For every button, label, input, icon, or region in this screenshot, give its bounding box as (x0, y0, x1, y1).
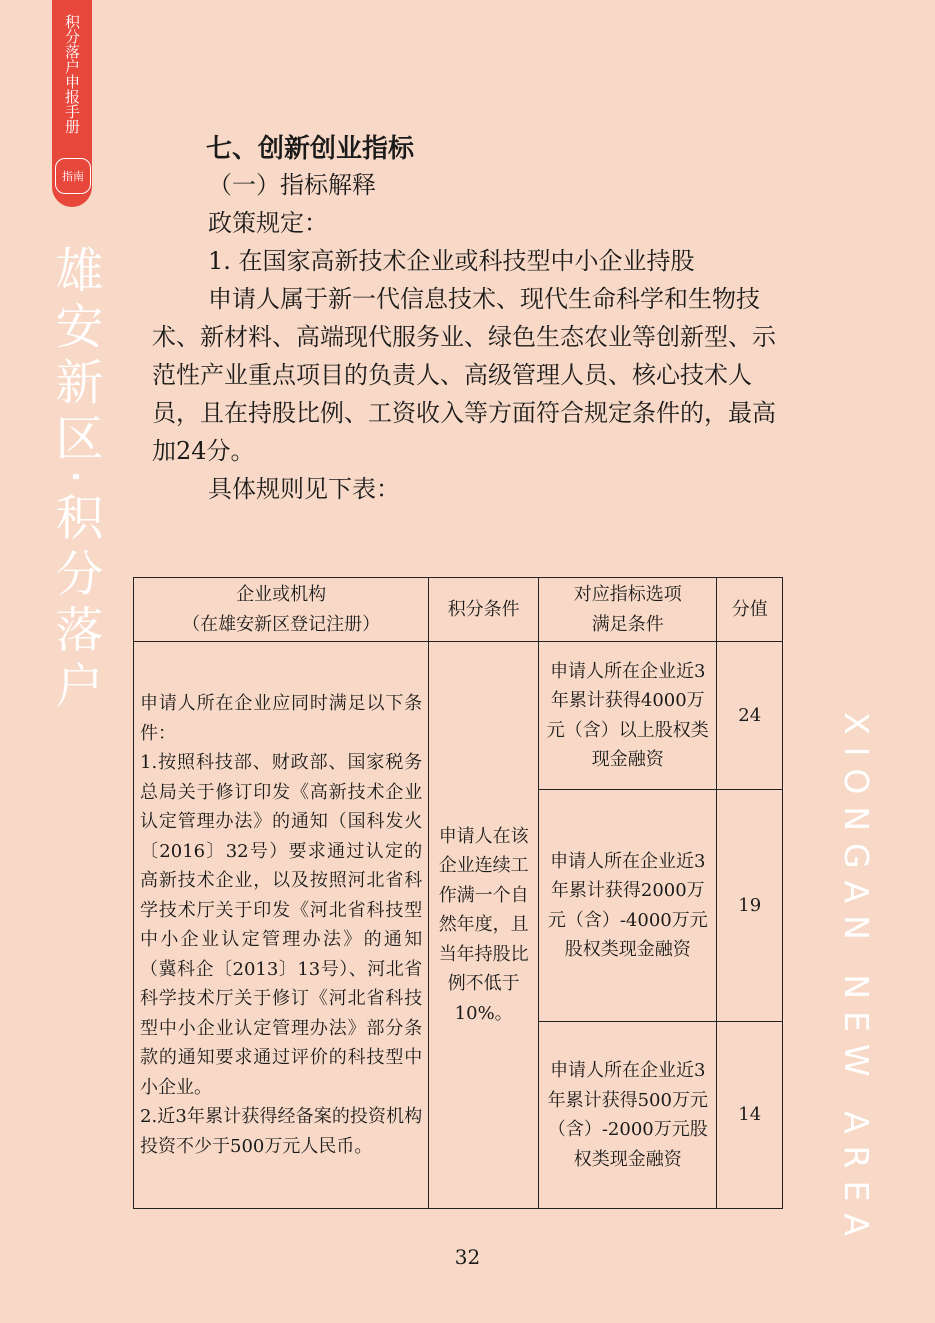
item-title: 1. 在国家高新技术企业或科技型中小企业持股 (208, 247, 695, 275)
side-english-title: XIONGAN NEW AREA (837, 712, 876, 1248)
option-cell: 申请人所在企业近3年累计获得2000万元（含）-4000万元股权类现金融资 (539, 790, 717, 1022)
header-score: 分值 (717, 578, 783, 642)
side-title: 雄安新区·积分落户 (47, 245, 103, 717)
table-intro: 具体规则见下表： (208, 475, 400, 503)
condition-cell: 申请人在该企业连续工作满一个自然年度，且当年持股比例不低于10%。 (429, 642, 539, 1209)
header-condition: 积分条件 (429, 578, 539, 642)
page-number: 32 (454, 1245, 481, 1269)
header-company: 企业或机构 （在雄安新区登记注册） (134, 578, 429, 642)
section-heading: 七、创新创业指标 (206, 134, 415, 164)
subheading: （一）指标解释 (208, 171, 376, 199)
header-option: 对应指标选项 满足条件 (539, 578, 717, 642)
guide-badge: 指南 (55, 158, 91, 194)
policy-paragraph: 申请人属于新一代信息技术、现代生命科学和生物技术、新材料、高端现代服务业、绿色生态农业等创新型、示范性产业重点项目的负责人、高级管理人员、核心技术人员，且在持股比例、工资收入等方面符合规定条件的，最高加24分。 (152, 285, 776, 465)
rules-table (133, 577, 783, 1209)
body-text (152, 166, 784, 508)
handbook-tab-label: 积分落户申报手册 (63, 14, 81, 134)
score-cell: 24 (717, 642, 783, 790)
option-cell: 申请人所在企业近3年累计获得500万元（含）-2000万元股权类现金融资 (539, 1022, 717, 1209)
score-cell: 14 (717, 1022, 783, 1209)
score-cell: 19 (717, 790, 783, 1022)
company-requirement: 申请人所在企业应同时满足以下条件： 1.按照科技部、财政部、国家税务总局关于修订印发《高新技术企业认定管理办法》的通知（国科发火〔2016〕32号）要求通过认定的高新技术企业，以及按照河北省科学技术厅关于印发《河北省科技型中小企业认定管理办法》的通知（冀科企〔2013〕13号）、河北省科学技术厅关于修订《河北省科技型中小企业认定管理办法》部分条款的通知要求通过评价的科技型中小企业。 2.近3年累计获得经备案的投资机构投资不少于500万元人民币。 (134, 642, 429, 1209)
policy-label: 政策规定： (208, 209, 328, 237)
handbook-tab (52, 0, 92, 207)
option-cell: 申请人所在企业近3年累计获得4000万元（含）以上股权类现金融资 (539, 642, 717, 790)
